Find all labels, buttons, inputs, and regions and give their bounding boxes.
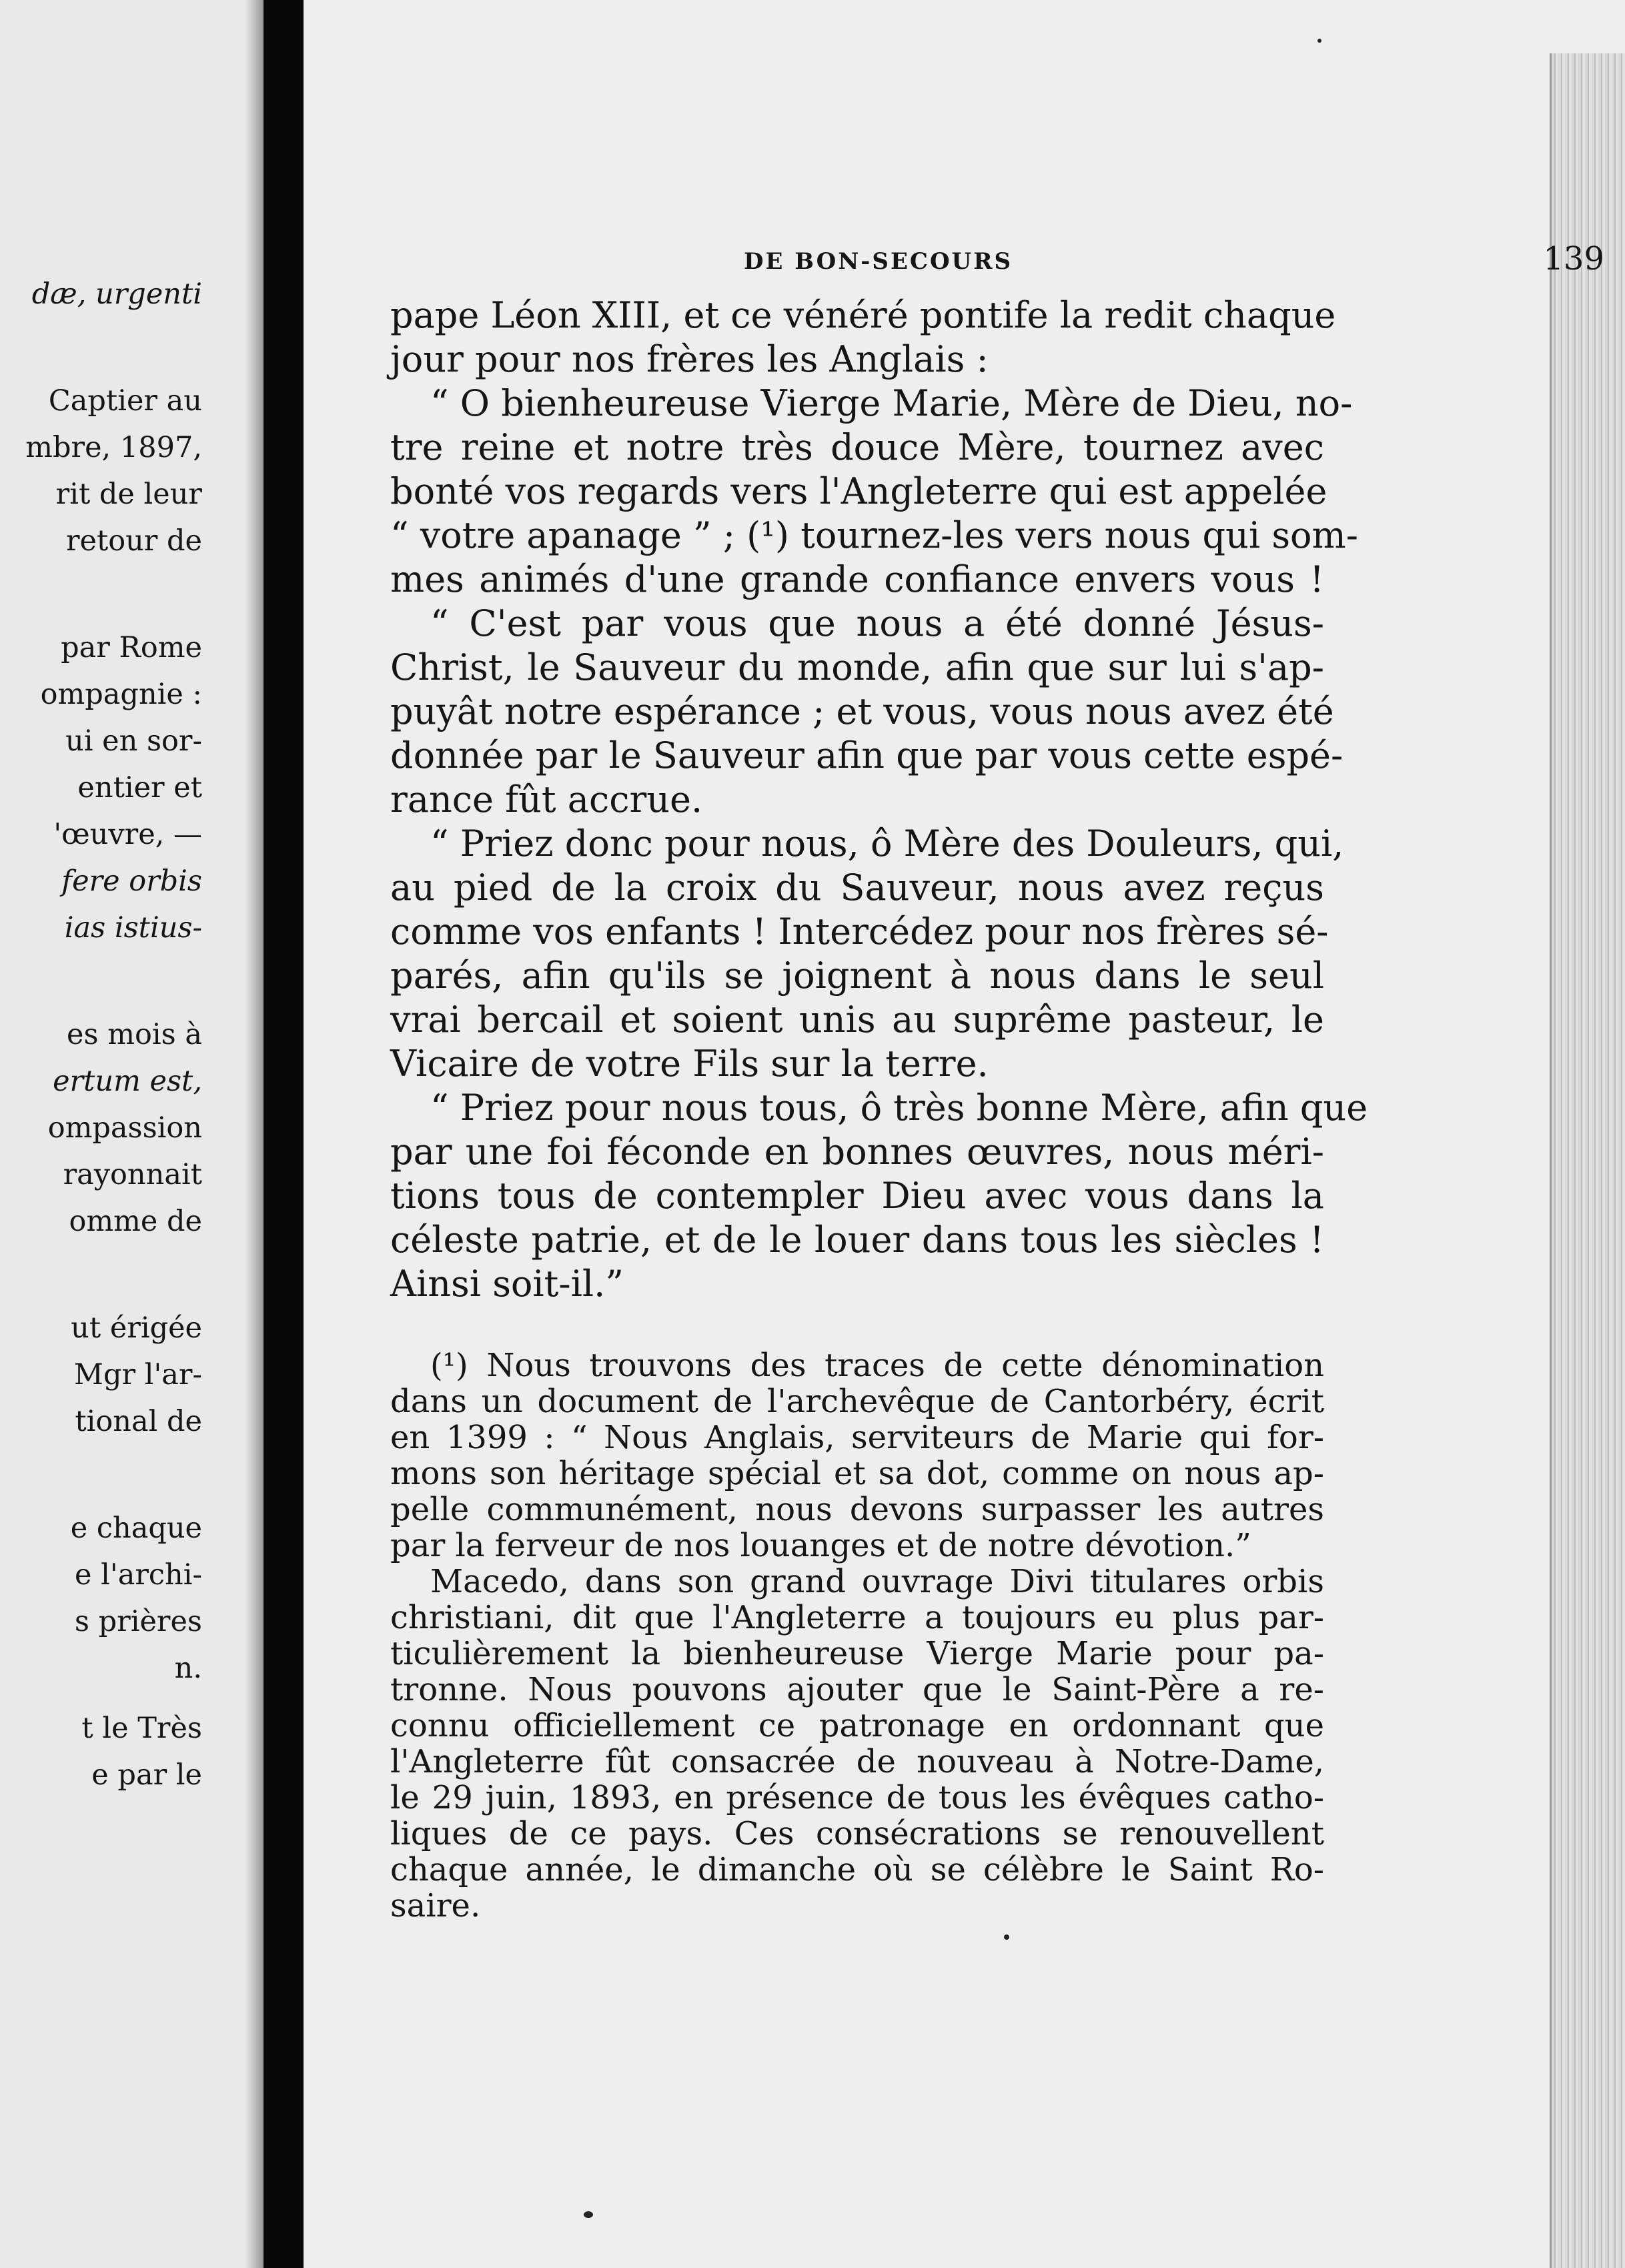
body-line: par une foi féconde en bonnes œuvres, nous méri-: [390, 1131, 1324, 1173]
left-page-line: fere orbis: [61, 865, 202, 898]
left-page-line: n.: [174, 1652, 202, 1685]
body-line: donnée par le Sauveur afin que par vous cette espé-: [390, 734, 1343, 776]
body-line: vrai bercail et soient unis au suprême pasteur, le: [390, 999, 1324, 1041]
footnote-line: (¹) Nous trouvons des traces de cette dénomination: [430, 1347, 1324, 1384]
left-page-line: ias istius-: [64, 911, 202, 945]
footnote-line: dans un document de l'archevêque de Cantorbéry, écrit: [390, 1383, 1324, 1420]
body-line: puyât notre espérance ; et vous, vous nous avez été: [390, 690, 1334, 732]
page-header: [744, 240, 1624, 287]
left-page-line: dæ, urgenti: [31, 277, 202, 311]
left-page-line: retour de: [65, 524, 202, 558]
left-page-line: ertum est,: [53, 1065, 202, 1098]
left-page-line: e par le: [91, 1758, 202, 1792]
footnote-line: christiani, dit que l'Angleterre a toujours eu plus par-: [390, 1599, 1324, 1636]
footnote-line: saire.: [390, 1887, 481, 1924]
left-page-line: mbre, 1897,: [25, 431, 202, 464]
left-page-line: tional de: [75, 1405, 202, 1438]
footnote-line: le 29 juin, 1893, en présence de tous les évêques catho-: [390, 1779, 1324, 1816]
body-line: “ O bienheureuse Vierge Marie, Mère de Dieu, no-: [430, 382, 1353, 424]
body-line: Christ, le Sauveur du monde, afin que sur lui s'ap-: [390, 646, 1324, 688]
footnote-line: l'Angleterre fût consacrée de nouveau à Notre-Dame,: [390, 1743, 1324, 1780]
footnote-line: Macedo, dans son grand ouvrage Divi titulares orbis: [430, 1563, 1324, 1600]
left-page-line: 'œuvre, —: [53, 818, 202, 851]
body-line: tre reine et notre très douce Mère, tournez avec: [390, 426, 1324, 468]
body-line: “ Priez donc pour nous, ô Mère des Douleurs, qui,: [430, 822, 1344, 865]
book-gutter: [263, 0, 304, 2268]
left-facing-page: [0, 0, 263, 2268]
left-page-line: entier et: [77, 771, 202, 804]
body-line: comme vos enfants ! Intercédez pour nos frères sé-: [390, 911, 1329, 953]
left-page-line: ompassion: [47, 1111, 202, 1145]
left-page-line: t le Très: [81, 1712, 202, 1745]
body-line: “ votre apanage ” ; (¹) tournez-les vers nous qui som-: [390, 514, 1359, 556]
body-line: bonté vos regards vers l'Angleterre qui est appelée: [390, 470, 1327, 512]
footnote-line: liques de ce pays. Ces consécrations se renouvellent: [390, 1815, 1324, 1852]
body-line: tions tous de contempler Dieu avec vous dans la: [390, 1175, 1324, 1217]
page-number: 139: [1543, 240, 1604, 277]
body-text: [390, 294, 1368, 1306]
body-line: pape Léon XIII, et ce vénéré pontife la redit chaque: [390, 294, 1336, 336]
left-page-line: rayonnait: [63, 1158, 202, 1191]
left-page-line: ut érigée: [71, 1311, 202, 1345]
scan-speck: [1317, 39, 1321, 43]
body-line: parés, afin qu'ils se joignent à nous dans le seul: [390, 955, 1324, 997]
scan-speck: [1004, 1934, 1009, 1940]
footnote-line: tronne. Nous pouvons ajouter que le Saint-Père a re-: [390, 1671, 1324, 1708]
left-page-line: Mgr l'ar-: [73, 1358, 202, 1391]
page-edge-shadow: [245, 0, 263, 2268]
footnote-line: connu officiellement ce patronage en ordonnant que: [390, 1707, 1324, 1744]
left-page-line: omme de: [69, 1205, 202, 1238]
left-page-line: s prières: [74, 1605, 202, 1638]
body-line: “ C'est par vous que nous a été donné Jésus-: [430, 602, 1324, 644]
scan-speck: [584, 2211, 593, 2218]
body-line: jour pour nos frères les Anglais :: [390, 338, 989, 380]
right-page: [304, 0, 1625, 2268]
left-page-line: ompagnie :: [40, 678, 202, 711]
footnote-line: chaque année, le dimanche où se célèbre le Saint Ro-: [390, 1851, 1324, 1888]
left-page-line: par Rome: [61, 631, 202, 664]
left-page-line: e chaque: [70, 1512, 202, 1545]
running-head: DE BON-SECOURS: [744, 248, 1013, 275]
page-fore-edge: [1550, 53, 1625, 2268]
footnote-line: mons son héritage spécial et sa dot, comme on nous ap-: [390, 1455, 1324, 1492]
left-page-line: ui en sor-: [65, 724, 202, 758]
body-line: rance fût accrue.: [390, 778, 703, 820]
body-line: céleste patrie, et de le louer dans tous les siècles !: [390, 1219, 1324, 1261]
footnote-line: ticulièrement la bienheureuse Vierge Marie pour pa-: [390, 1635, 1324, 1672]
left-page-line: es mois à: [67, 1018, 202, 1051]
left-page-line: rit de leur: [55, 478, 202, 511]
body-line: Ainsi soit-il.”: [390, 1263, 624, 1305]
body-line: Vicaire de votre Fils sur la terre.: [390, 1043, 989, 1085]
body-line: au pied de la croix du Sauveur, nous avez reçus: [390, 867, 1324, 909]
body-line: “ Priez pour nous tous, ô très bonne Mère, afin que: [430, 1087, 1368, 1129]
footnote-line: en 1399 : “ Nous Anglais, serviteurs de Marie qui for-: [390, 1419, 1324, 1456]
left-page-line: Captier au: [48, 384, 202, 418]
left-page-line: e l'archi-: [75, 1558, 202, 1592]
footnote-line: par la ferveur de nos louanges et de notre dévotion.”: [390, 1527, 1251, 1564]
footnote-line: pelle communément, nous devons surpasser les autres: [390, 1491, 1324, 1528]
footnotes: [390, 1347, 1324, 1924]
body-line: mes animés d'une grande confiance envers vous !: [390, 558, 1324, 600]
